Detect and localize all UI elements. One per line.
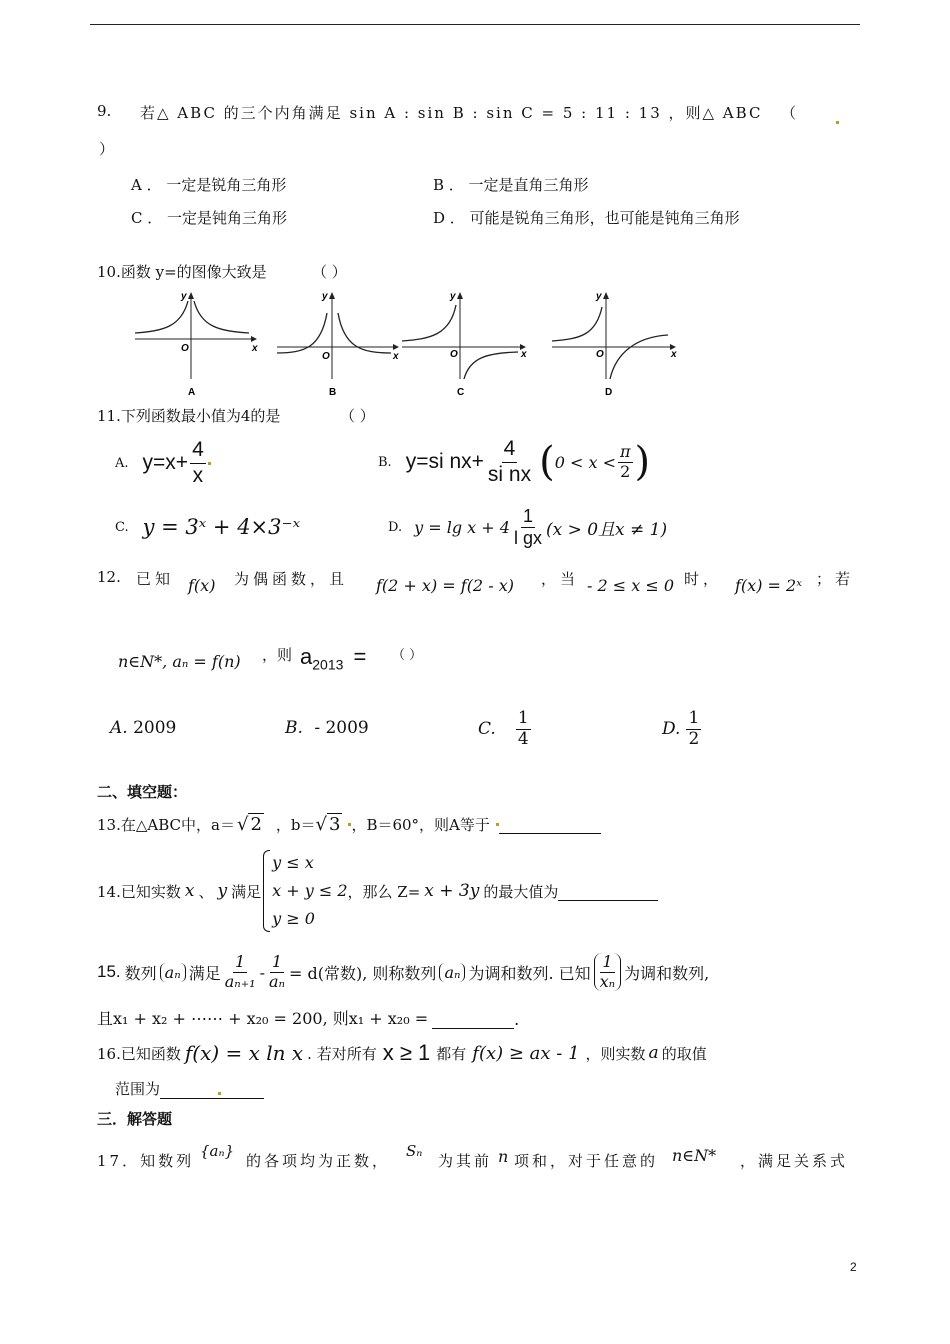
q14-sys-row: x + y ≤ 2 [272,881,348,900]
q11-d-expr: y = lg x + 4 [414,517,510,537]
q11-a-num: 4 [190,438,206,463]
q16-func: f(x) = x ln x [184,1041,304,1065]
q16-t4: ，则实数 [585,1044,646,1063]
q11-d-frac [512,506,544,548]
q15-t2: 满足 [188,963,221,983]
q15-seq2: aₙ [439,963,465,982]
q14-expr: x + 3y [424,881,480,901]
q11-b-cond: 0 < x < [554,452,616,472]
graph-label-a: A [188,387,196,398]
q11-paren: （ ） [340,407,375,425]
q12-option-d [662,704,703,754]
q15-f3-den: xₙ [599,971,616,991]
q14-sys-row: y ≤ x [272,853,314,872]
header-rule [90,24,860,25]
q15-frac1 [223,953,258,991]
q11-b-den: si nx [487,462,532,486]
q15-t4: 为调和数列. 已知 [468,963,591,983]
q17-cond: n∈N* [672,1146,717,1165]
q15-t3: = d(常数), 则称数列 [289,963,437,983]
q16-t3: 都有 [436,1044,467,1063]
section3-title: 三．解答题 [97,1110,173,1128]
q13-t2: ，b＝ [275,816,316,834]
q12-t6: ，则 [262,646,293,664]
q14-t4: 的最大值为 [483,882,559,901]
q15-minus: - [259,962,265,982]
q15-t1: 数列 [124,963,157,983]
q16-t1: 16.已知函数 [97,1044,181,1063]
q12-t3: ，当 [541,570,580,588]
q10-paren: （ ） [312,263,347,281]
q15-frac3 [594,953,622,991]
q12-opt-b-val: - 2009 [314,718,369,738]
q11-option-a [115,436,211,490]
q11-option-c [115,507,300,547]
q9-paren-open: （ [781,104,797,122]
q13-t1: 13.在△ABC中，a＝ [97,816,235,834]
q9-option-a: A ． 一定是锐角三角形 [131,176,287,194]
graph-d [550,287,680,399]
q12-opt-c-den: 4 [517,728,529,749]
q16-cond: x ≥ 1 [382,1040,431,1065]
q14-system [272,849,347,933]
q9-option-c: C ． 一定是钝角三角形 [131,209,288,227]
q12-paren: （ ） [392,648,423,663]
q11-b-frac [486,437,533,486]
q17-t1: 17．知数列 [97,1152,195,1170]
q12-opt-c-frac [516,709,531,749]
q17-t5: ，满足关系式 [740,1152,849,1170]
q15-f1-num: 1 [235,952,246,972]
q12-option-a [110,718,176,738]
q15-frac2 [267,953,287,991]
q16-ineq: f(x) ≥ ax - 1 [472,1042,580,1064]
q12-eq1: f(2 + x) = f(2 - x) [376,576,514,595]
graph-label-c: C [457,387,465,398]
q12-opt-d-num: 1 [688,707,700,728]
q11-d-cond: (x > 0且x ≠ 1) [545,519,668,540]
q14-vy: y [217,881,228,901]
q11-b-cond-rparen: ) [634,439,651,485]
q14 [97,848,658,934]
axis-x-label: x [671,349,677,360]
q11-c-label: C. [115,519,129,535]
q12-opt-b-label: B. [285,718,303,738]
mark-dot [208,462,211,465]
q17-sn: Sₙ [406,1142,423,1160]
q13-sqrt2: √ 3 [315,814,341,835]
q16-t5: 的取值 [661,1044,707,1063]
q12-target-sub: 2013 [312,656,344,673]
q12-target-a: a [300,644,313,669]
q12-opt-c-num: 1 [517,707,529,728]
graph-a [133,287,263,399]
mark-dot [836,112,839,130]
q15-f3-num: 1 [602,952,613,972]
q10-text: 10.函数 y=的图像大致是 [97,263,267,281]
q15-end: . [514,1010,520,1029]
q14-brace [263,850,270,932]
q16-va: a [648,1043,659,1063]
q11-a-label: A. [115,455,129,471]
q14-answer-blank [558,882,658,901]
q11-text: 11.下列函数最小值为4的是 [97,407,281,425]
axis-y-label: y [181,291,187,302]
q11-b-num: 4 [502,437,518,462]
q13-root1: 2 [250,814,262,835]
q12-t4: 时， [684,570,723,588]
axis-y-label: y [596,291,602,302]
q12-opt-a-label: A. [110,718,128,738]
q15 [97,946,709,998]
q13-t3: ，B＝60°，则A等于 [351,816,490,834]
q16 [97,1036,707,1070]
q15-line2-text: 且x₁ + x₂ + ⋯⋯ + x₂₀ = 200, 则x₁ + x₂₀ = [97,1009,429,1028]
origin-label: O [181,343,189,354]
q9-paren-close: ） [99,140,115,158]
q14-sys-row: y ≥ 0 [272,909,315,928]
q11-b-cond-num: π [619,442,631,462]
q12-option-c [478,704,533,754]
q11-a-den: x [192,463,204,487]
q14-vx: x [184,881,195,901]
q16-line2-text: 范围为 [115,1080,161,1098]
q17-t3: 为其前 [438,1152,493,1170]
q16-line2 [115,1078,264,1099]
section2-title: 二、填空题： [97,783,188,801]
q12-t1: 已知 [136,570,175,588]
q12-opt-a-val: 2009 [133,718,177,738]
q16-answer-blank [160,1080,264,1099]
q15-num: 15. [97,962,121,981]
graph-label-b: B [329,387,337,398]
q12-cond: - 2 ≤ x ≤ 0 [587,576,675,595]
q9-option-b: B ． 一定是直角三角形 [433,176,589,194]
q12-opt-d-den: 2 [688,728,700,749]
q9-option-d: D ． 可能是锐角三角形，也可能是钝角三角形 [433,209,740,227]
q17-t4: 项和，对于任意的 [514,1152,659,1170]
q12-fx: f(x) [188,576,216,595]
q15-seq: aₙ [160,963,186,982]
q13-root2: 3 [328,814,341,835]
origin-label: O [322,351,330,362]
q15-t5: 为调和数列, [624,963,710,983]
q12-opt-d-label: D. [662,719,681,739]
q11-b-cond-lparen: ( [539,439,555,485]
mark-dot [218,1092,221,1095]
axis-y-label: y [450,291,456,302]
q11-option-b [378,434,650,490]
q17-seq: {aₙ} [200,1142,235,1160]
q12-number: 12. [97,568,121,586]
q12-option-b [285,718,369,738]
q11-b-cond-frac [618,443,633,481]
q12-target [300,644,366,672]
q13-answer-blank [499,815,601,834]
q14-t3: ，那么 Z= [347,882,421,901]
q11-b-label: B. [378,454,392,470]
page-number: 2 [850,1260,857,1274]
q11-d-num: 1 [522,505,533,526]
axis-y-label: y [322,291,328,302]
q16-t2: . 若对所有 [307,1044,377,1063]
q15-f2-num: 1 [271,952,283,972]
q14-t2: 满足 [231,882,262,901]
origin-label: O [450,349,458,360]
axis-x-label: x [393,351,399,362]
q11-d-den: l gx [513,527,542,548]
q15-line2 [97,1006,519,1029]
axis-x-label: x [521,349,527,360]
axis-x-label: x [252,343,258,354]
q15-f2-den: aₙ [269,971,286,991]
q11-c-expr: y = 3ˣ + 4×3⁻ˣ [142,515,301,539]
q12-opt-c-label: C. [478,719,496,739]
q17-n: n [498,1147,509,1166]
q11-a-frac [190,438,206,487]
origin-label: O [596,349,604,360]
q17-t2: 的各项均为正数， [246,1152,391,1170]
q11-b-cond-den: 2 [620,461,631,481]
graph-label-d: D [605,387,613,398]
q11-a-expr: y=x+ [142,451,189,474]
q13-sqrt1: √ 2 [236,814,262,835]
q11-option-d [388,500,667,554]
q14-sep: 、 [198,882,214,901]
q13 [97,814,601,835]
q12-opt-d-frac [686,709,701,749]
graph-b [275,287,405,399]
q12-eq2: f(x) = 2ˣ [735,576,802,595]
graph-c [400,287,530,399]
q12-eq-sign: = [353,644,367,669]
q9-number: 9. [97,102,112,120]
q11-b-expr: y=si nx+ [405,450,484,473]
q12-t5: ；若 [816,570,855,588]
q11-d-label: D. [388,519,403,535]
q14-t1: 14.已知实数 [97,882,181,901]
q12-t2: 为偶函数，且 [234,570,349,588]
q9-text: 若△ ABC 的三个内角满足 sin A : sin B : sin C = 5 : 11 : 13 ，则△ ABC [140,104,763,122]
q12-line2: n∈N*, aₙ = f(n) [118,652,241,671]
q15-f1-den: aₙ₊₁ [224,971,256,991]
q15-answer-blank [432,1010,514,1029]
